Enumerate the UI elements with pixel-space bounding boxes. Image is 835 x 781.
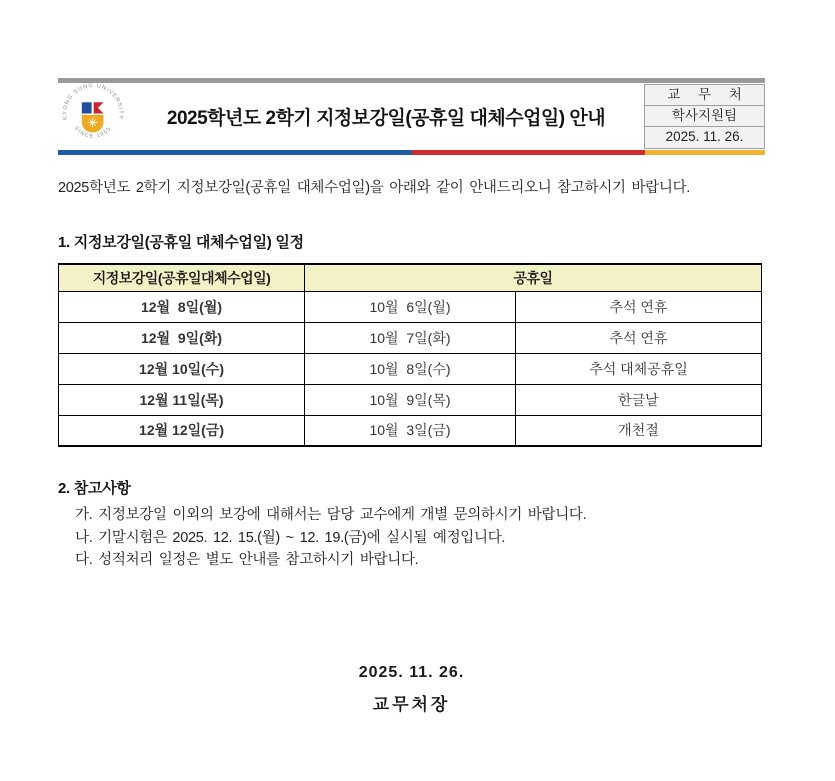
holiday-name-cell: 한글날 bbox=[515, 384, 761, 415]
holiday-date-cell: 10월 9일(목) bbox=[305, 384, 516, 415]
accent-yellow-segment bbox=[645, 150, 765, 155]
holiday-date-cell: 10월 8일(수) bbox=[305, 353, 516, 384]
holiday-name-cell: 개천절 bbox=[515, 415, 761, 446]
section1-heading: 1. 지정보강일(공휴일 대체수업일) 일정 bbox=[58, 234, 304, 251]
holiday-name-cell: 추석 연휴 bbox=[515, 322, 761, 353]
section2-heading: 2. 참고사항 bbox=[58, 480, 131, 497]
holiday-date-cell: 10월 6일(월) bbox=[305, 291, 516, 322]
table-row bbox=[59, 322, 762, 353]
holiday-name-cell: 추석 대체공휴일 bbox=[515, 353, 761, 384]
note-item-ga: 가. 지정보강일 이외의 보강에 대해서는 담당 교수에게 개별 문의하시기 바랍니다. bbox=[75, 507, 587, 523]
university-emblem-icon bbox=[58, 82, 128, 152]
makeup-day-cell: 12월 8일(월) bbox=[59, 291, 305, 322]
footer-date: 2025. 11. 26. bbox=[358, 663, 465, 681]
note-item-da: 다. 성적처리 일정은 별도 안내를 참고하시기 바랍니다. bbox=[75, 552, 419, 568]
holiday-name-cell: 추석 연휴 bbox=[515, 291, 761, 322]
makeup-day-cell: 12월 9일(화) bbox=[59, 322, 305, 353]
holiday-date-cell: 10월 3일(금) bbox=[305, 415, 516, 446]
table-row bbox=[59, 353, 762, 384]
makeup-day-cell: 12월 11일(목) bbox=[59, 384, 305, 415]
footer-signer: 교무처장 bbox=[372, 694, 451, 714]
svg-text:KYONG SUNG UNIVERSITY: KYONG SUNG UNIVERSITY bbox=[62, 82, 124, 120]
issuer-info-box bbox=[644, 84, 765, 149]
document-header bbox=[58, 83, 765, 150]
table-row bbox=[59, 415, 762, 446]
table-header-row bbox=[59, 264, 762, 291]
university-logo bbox=[58, 82, 138, 152]
accent-red-segment bbox=[412, 150, 645, 155]
makeup-day-cell: 12월 10일(수) bbox=[59, 353, 305, 384]
makeup-day-table bbox=[58, 263, 762, 447]
column-header-holiday: 공휴일 bbox=[305, 264, 762, 291]
header-accent-rule bbox=[58, 150, 765, 155]
issuer-department: 교 무 처 bbox=[645, 85, 764, 106]
issuer-team: 학사지원팀 bbox=[645, 106, 764, 127]
document-footer bbox=[58, 664, 765, 715]
notes-list bbox=[58, 504, 765, 572]
page-title: 2025학년도 2학기 지정보강일(공휴일 대체수업일) 안내 bbox=[166, 108, 606, 129]
issue-date: 2025. 11. 26. bbox=[665, 129, 744, 144]
notes-section bbox=[58, 477, 765, 572]
document-page bbox=[58, 0, 765, 715]
svg-text:SINCE 1955: SINCE 1955 bbox=[72, 124, 114, 140]
note-item-na: 나. 기말시험은 2025. 12. 15.(월) ~ 12. 19.(금)에 실시될 예정입니다. bbox=[75, 529, 506, 546]
table-row bbox=[59, 384, 762, 415]
accent-blue-segment bbox=[58, 150, 412, 155]
makeup-day-cell: 12월 12일(금) bbox=[59, 415, 305, 446]
table-row bbox=[59, 291, 762, 322]
intro-paragraph: 2025학년도 2학기 지정보강일(공휴일 대체수업일)을 아래와 같이 안내드리오니 참고하시기 바랍니다. bbox=[58, 180, 691, 196]
holiday-date-cell: 10월 7일(화) bbox=[305, 322, 516, 353]
column-header-makeup-day: 지정보강일(공휴일대체수업일) bbox=[59, 264, 305, 291]
